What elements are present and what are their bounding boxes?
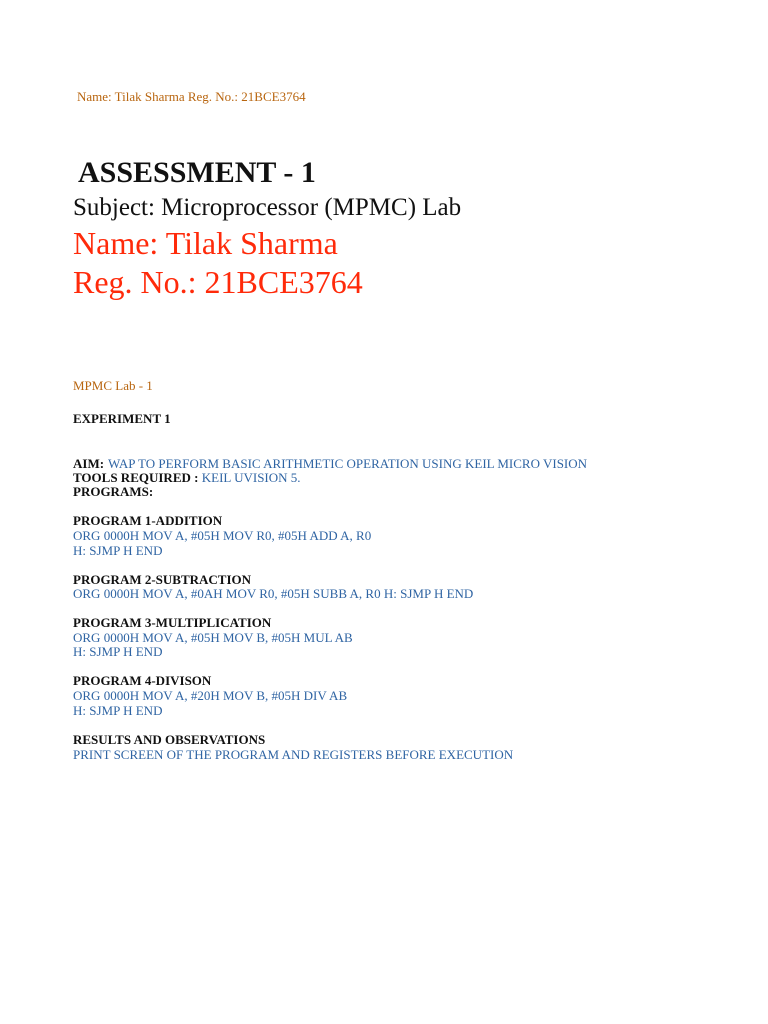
program-code-line: ORG 0000H MOV A, #05H MOV B, #05H MUL AB <box>73 630 353 645</box>
tools-label: TOOLS REQUIRED <box>73 470 191 485</box>
registration-number: Reg. No.: 21BCE3764 <box>73 264 363 300</box>
program-code-line: ORG 0000H MOV A, #0AH MOV R0, #05H SUBB A, R0 H: SJMP H END <box>73 586 474 601</box>
subject-line: Subject: Microprocessor (MPMC) Lab <box>73 194 462 221</box>
tools-text: KEIL UVISION 5. <box>201 470 301 485</box>
results-text: PRINT SCREEN OF THE PROGRAM AND REGISTERS BEFORE EXECUTION <box>73 747 514 762</box>
program-code-line: H: SJMP H END <box>73 703 163 718</box>
program-code-line: ORG 0000H MOV A, #05H MOV R0, #05H ADD A, R0 <box>73 528 372 543</box>
student-name: Name: Tilak Sharma <box>73 225 338 261</box>
program-title: PROGRAM 2-SUBTRACTION <box>73 572 252 587</box>
program-title: PROGRAM 4-DIVISON <box>73 673 212 688</box>
page-header: Name: Tilak Sharma Reg. No.: 21BCE3764 <box>77 89 306 104</box>
assessment-title: ASSESSMENT - 1 <box>78 156 316 189</box>
lab-heading: MPMC Lab - 1 <box>73 378 153 393</box>
program-code-line: ORG 0000H MOV A, #20H MOV B, #05H DIV AB <box>73 688 348 703</box>
program-code-line: H: SJMP H END <box>73 543 163 558</box>
aim-label: AIM: <box>73 456 105 471</box>
tools-separator: : <box>190 470 202 485</box>
program-title: PROGRAM 1-ADDITION <box>73 513 223 528</box>
programs-label: PROGRAMS: <box>73 484 154 499</box>
results-heading: RESULTS AND OBSERVATIONS <box>73 732 266 747</box>
experiment-heading: EXPERIMENT 1 <box>73 411 171 426</box>
program-title: PROGRAM 3-MULTIPLICATION <box>73 615 272 630</box>
program-code-line: H: SJMP H END <box>73 644 163 659</box>
aim-text: WAP TO PERFORM BASIC ARITHMETIC OPERATION USING KEIL MICRO VISION <box>108 456 588 471</box>
